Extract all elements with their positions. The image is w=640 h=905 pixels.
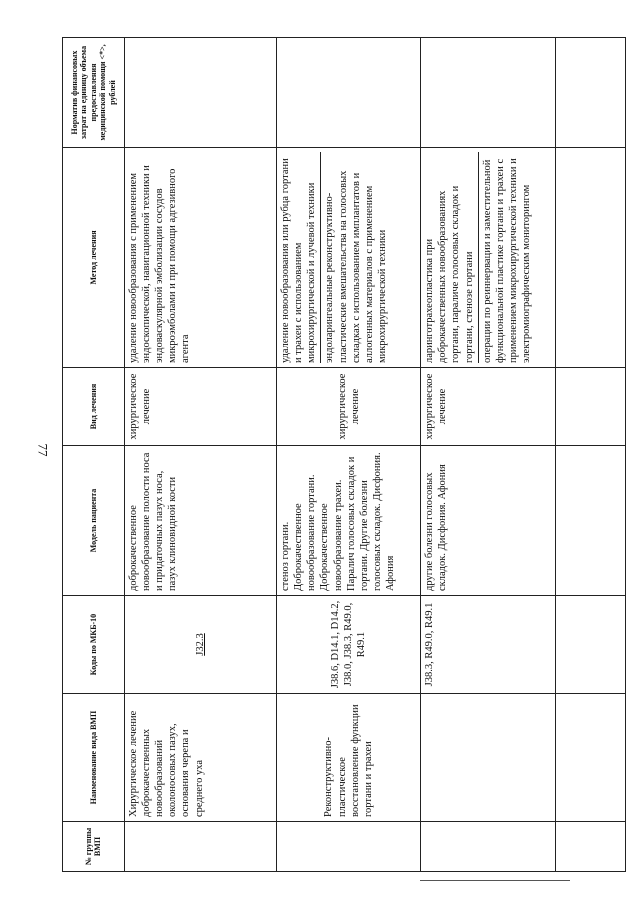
cell-patient-model: доброкачественное новообразование полости носа и придаточных пазух носа, пазух клиновидной кости xyxy=(124,446,276,596)
cell-cost-norm xyxy=(421,38,556,148)
header-group-number: № группы ВМП xyxy=(63,822,125,872)
header-treatment-type: Вид лечения xyxy=(63,368,125,446)
cell-icd-codes: J38.6, D14.1, D14.2, J38.0, J38.3, R49.0, R49.1 xyxy=(277,596,421,694)
vmp-table xyxy=(62,37,626,872)
cell-icd-codes xyxy=(555,596,625,694)
cell-treatment-method xyxy=(555,148,625,368)
header-cost-norm: Норматив финансовых затрат на единицу объема предоставления медицинской помощи <*>, рублей xyxy=(63,38,125,148)
table-row xyxy=(277,38,421,872)
method-item: ларинготрахеопластика при доброкачественных новообразованиях гортани, параличе голосовых складок и гортани, стенозе гортани xyxy=(424,185,475,363)
cell-vmp-type: Реконструктивно-пластическое восстановление функции гортани и трахеи xyxy=(277,694,421,822)
table-row xyxy=(421,38,556,872)
cell-cost-norm xyxy=(277,38,421,148)
table-row xyxy=(555,38,625,872)
cell-vmp-type xyxy=(555,694,625,822)
method-item: удаление новообразования с применением эндоскопической, навигационной техники и эндоваскулярной эмболизации сосудов микроэмболами и при помощи адгезивного агента xyxy=(127,165,192,363)
cell-treatment-type: хирургическое лечение xyxy=(277,368,421,446)
footer-rule xyxy=(420,880,570,881)
method-item: удаление новообразования или рубца гортани и трахеи с использованием микрохирургической и лучевой техники xyxy=(280,158,318,363)
cell-cost-norm xyxy=(124,38,276,148)
table-header-row xyxy=(63,38,125,872)
method-item: операции по реиннервации и заместительной функциональной пластике гортани и трахеи с применением микрохирургической техники и электромиографическим мониторингом xyxy=(478,152,534,363)
cell-treatment-type: хирургическое лечение xyxy=(124,368,276,446)
cell-icd-codes: J32.3 xyxy=(124,596,276,694)
cell-group xyxy=(277,822,421,872)
cell-group xyxy=(555,822,625,872)
cell-patient-model: другие болезни голосовых складок. Дисфония. Афония xyxy=(421,446,556,596)
cell-treatment-type: хирургическое лечение xyxy=(421,368,556,446)
header-vmp-type: Наименование вида ВМП xyxy=(63,694,125,822)
method-item: эндоларингеальные реконструктивно-пластические вмешательства на голосовых складках с использованием имплантатов и аллогенных материалов с применением микрохирургической техники xyxy=(320,152,389,363)
rotated-page-content xyxy=(62,38,626,872)
cell-group xyxy=(124,822,276,872)
header-treatment-method: Метод лечения xyxy=(63,148,125,368)
cell-treatment-type xyxy=(555,368,625,446)
cell-group xyxy=(421,822,556,872)
cell-vmp-type: Хирургическое лечение доброкачественных новообразований околоносовых пазух, основания черепа и среднего уха xyxy=(124,694,276,822)
cell-treatment-method xyxy=(124,148,276,368)
cell-treatment-method xyxy=(421,148,556,368)
cell-cost-norm xyxy=(555,38,625,148)
cell-icd-codes: J38.3, R49.0, R49.1 xyxy=(421,596,556,694)
header-patient-model: Модель пациента xyxy=(63,446,125,596)
cell-patient-model: стеноз гортани. Доброкачественное новообразование гортани. Доброкачественное новообразование трахеи. Паралич голосовых складок и гортани. Другие болезни голосовых складок. Дисфония. Афония xyxy=(277,446,421,596)
cell-vmp-type xyxy=(421,694,556,822)
header-icd-codes: Коды по МКБ-10 xyxy=(63,596,125,694)
page-number: 77 xyxy=(35,443,51,457)
table-row xyxy=(124,38,276,872)
cell-treatment-method xyxy=(277,148,421,368)
cell-patient-model xyxy=(555,446,625,596)
